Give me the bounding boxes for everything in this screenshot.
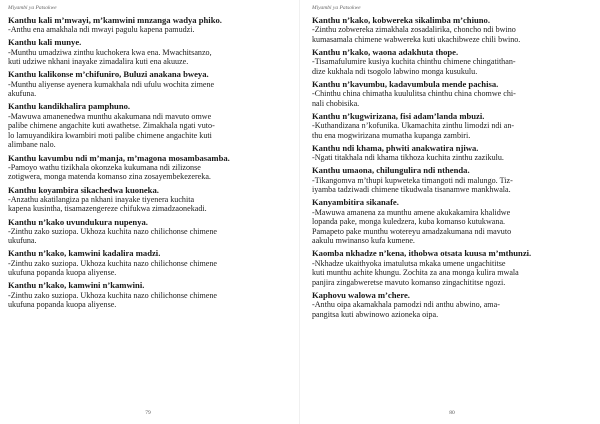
running-head: Miyambi ya Patsokwe	[8, 5, 57, 11]
proverb-entry	[8, 15, 288, 35]
proverb-explanation-line: Pamapeto pake munthu wotereyu amadzakumana ndi mavuto	[312, 226, 512, 236]
proverb-entry	[312, 165, 592, 194]
proverb-explanation-line: kumasamala chimene wabwereka kuti ukachibweze chili bwino.	[312, 34, 521, 44]
proverb-explanation-line: -Zinthu zako suziopa. Ukhoza kuchita nazo chilichonse chimene	[8, 258, 218, 268]
proverb-entry	[8, 37, 288, 66]
proverb-title: Kanthu kandikhalira pamphuno.	[8, 101, 131, 112]
proverb-entry	[312, 248, 592, 287]
proverb-title: Kanyambitira sikanafe.	[312, 197, 399, 208]
proverb-title: Kaomba nkhadze n’kena, ithobwa otsata kuusa m’mthunzi.	[312, 248, 532, 259]
proverb-explanation-line: -Kuthandizana n’kofunika. Ukamachita zinthu limodzi ndi an-	[312, 121, 515, 131]
proverb-explanation-line: -Munthu aliyense ayenera kumakhala ndi ufulu wochita zimene	[8, 79, 215, 89]
proverb-explanation-line: kuti munthu achite khungu. Zochita za ana monga kulira mwala	[312, 268, 519, 278]
proverb-title: Kanthu n’kako, kamwini kadalira madzi.	[8, 248, 161, 259]
proverb-title: Kanthu kavumbu ndi m’manja, m’magona mosambasamba.	[8, 152, 230, 163]
proverb-explanation-line: -Tisamafulumire kusiya kuchita chinthu chimene chingatithan-	[312, 57, 516, 67]
proverb-explanation-line: -Anzathu akatilangiza pa nkhani inayake tiyenera kuchita	[8, 194, 195, 204]
proverb-explanation-line: palibe chimene angachite kuti awathetse. Zimakhala ngati vuto-	[8, 121, 215, 131]
proverb-explanation-line: pangitsa kuti abwinowo azioneka oipa.	[312, 309, 439, 319]
proverb-explanation-line: -Tikangomva m’thupi kupweteka timangoti ndi malungo. Tiz-	[312, 175, 513, 185]
left-page	[8, 0, 288, 424]
proverb-explanation-line: alimbane nalo.	[8, 140, 56, 150]
proverb-list	[8, 15, 288, 312]
proverb-title: Kanthu koyambira sikachedwa kuoneka.	[8, 184, 159, 195]
proverb-title: Kanthu ndi khama, phwiti anakwatira njiwa.	[312, 142, 479, 153]
proverb-explanation-line: akufuna.	[8, 89, 37, 99]
proverb-entry	[312, 111, 592, 140]
proverb-entry	[8, 185, 288, 214]
proverb-entry	[8, 248, 288, 277]
proverb-entry	[8, 101, 288, 150]
proverb-explanation-line: kuti udziwe nkhani inayake zimadalira kuti ena akuuze.	[8, 57, 189, 67]
proverb-explanation-line: thu ena mogwirizana mumatha kupanga zambiri.	[312, 130, 471, 140]
proverb-title: Kanthu kali munye.	[8, 37, 82, 48]
proverb-explanation-line: -Ngati titakhala ndi khama tikhoza kuchita zinthu zazikulu.	[312, 153, 504, 163]
proverb-entry	[8, 153, 288, 182]
proverb-explanation-line: nali chobisika.	[312, 98, 360, 108]
proverb-explanation-line: zotigwera, monga matenda komanso zina zosayembekezereka.	[8, 172, 211, 182]
proverb-entry	[8, 69, 288, 98]
proverb-list	[312, 15, 592, 322]
proverb-explanation-line: aakulu mwinanso kufa kumene.	[312, 236, 415, 246]
proverb-title: Kanthu n’kako, kamwini n’kamwini.	[8, 280, 145, 291]
proverb-entry	[8, 217, 288, 246]
proverb-explanation-line: -Zinthu zako suziopa. Ukhoza kuchita nazo chilichonse chimene	[8, 290, 218, 300]
page-number: 80	[449, 410, 455, 416]
proverb-title: Kanthu n’kavumbu, kadavumbula mende pachisa.	[312, 78, 499, 89]
proverb-entry	[312, 290, 592, 319]
proverb-explanation-line: -Anthu oipa akamakhala pamodzi ndi anthu abwino, ama-	[312, 300, 500, 310]
proverb-explanation-line: iyamba tadziwadi chimene tikudwala tisanamwe mankhwala.	[312, 185, 511, 195]
proverb-explanation-line: -Anthu ena amakhala ndi mwayi pagulu kapena pamudzi.	[8, 25, 195, 35]
proverb-entry	[312, 197, 592, 246]
proverb-entry	[312, 15, 592, 44]
proverb-explanation-line: ukufuna popanda kuopa aliyense.	[8, 268, 117, 278]
proverb-explanation-line: -Nkhadze ukaithyoka imatulutsa mkaka umene ungachititse	[312, 258, 506, 268]
proverb-explanation-line: -Chinthu china chimatha kuululitsa chinthu china chomwe chi-	[312, 89, 516, 99]
proverb-title: Kanthu kali m’mwayi, m’kamwini mnzanga wadya phiko.	[8, 15, 222, 25]
proverb-title: Kanthu n’kako, waona adakhuta thope.	[312, 46, 459, 57]
proverb-explanation-line: -Mawuwa amanenedwa munthu akakumana ndi mavuto omwe	[8, 111, 212, 121]
proverb-explanation-line: lo lamuyandikira kwambiri moti palibe chimene angachite kuti	[8, 130, 212, 140]
proverb-title: Kaphovu walowa m’chere.	[312, 290, 410, 301]
proverb-explanation-line: kapena kusintha, tisamazengereze chifukwa zimadzaonekadi.	[8, 204, 207, 214]
proverb-entry	[312, 79, 592, 108]
proverb-explanation-line: -Munthu umadziwa zinthu kuchokera kwa ena. Mwachitsanzo,	[8, 47, 212, 57]
proverb-title: Kanthu kalikonse m’chifuniro, Buluzi anakana bweya.	[8, 69, 209, 80]
right-page	[312, 0, 592, 424]
proverb-title: Kanthu n’kako uvundukura nupenya.	[8, 216, 148, 227]
gutter-divider	[299, 0, 300, 424]
proverb-explanation-line: ukufuna.	[8, 236, 37, 246]
proverb-explanation-line: lopanda pake, monga kuledzera, kuba komanso kutukwana.	[312, 217, 506, 227]
proverb-entry	[312, 143, 592, 163]
proverb-title: Kanthu n’kugwirizana, fisi adam’landa mbuzi.	[312, 110, 485, 121]
proverb-explanation-line: ukufuna popanda kuopa aliyense.	[8, 300, 117, 310]
proverb-explanation-line: -Pamoyo wathu tizikhala okonzeka kukumana ndi zilizonse	[8, 162, 201, 172]
proverb-explanation-line: -Zinthu zako suziopa. Ukhoza kuchita nazo chilichonse chimene	[8, 226, 218, 236]
proverb-title: Kanthu n’kako, kobwereka sikalimba m’chiuno.	[312, 15, 490, 25]
proverb-explanation-line: panjira zingabweretse mavuto komanso zingachititse ngozi.	[312, 277, 506, 287]
proverb-explanation-line: -Zinthu zobwereka zimakhala zosadalirika, choncho ndi bwino	[312, 25, 516, 35]
proverb-entry	[312, 47, 592, 76]
proverb-explanation-line: -Mawuwa amanena za munthu amene akukakamira khalidwe	[312, 207, 511, 217]
proverb-explanation-line: dize kukhala ndi tsogolo labwino monga kusukulu.	[312, 66, 478, 76]
proverb-title: Kanthu umaona, chilungulira ndi nthenda.	[312, 165, 470, 176]
page-number: 79	[145, 410, 151, 416]
proverb-entry	[8, 280, 288, 309]
running-head: Miyambi ya Patsokwe	[312, 5, 361, 11]
